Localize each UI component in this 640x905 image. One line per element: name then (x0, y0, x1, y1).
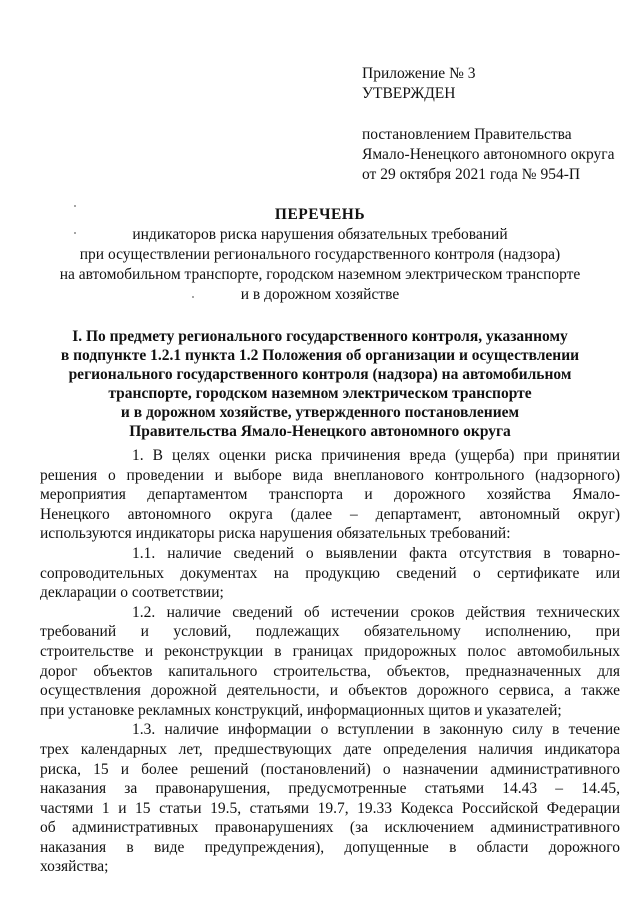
document-title (40, 205, 600, 305)
approved-date: от 29 октября 2021 года № 954-П (362, 166, 581, 183)
paragraph-line: дорог объектов капитального строительства, объектов, предназначенных для (40, 662, 620, 680)
title-line-1: индикаторов риска нарушения обязательных требований (132, 226, 508, 243)
title-line-4: и в дорожном хозяйстве (240, 286, 400, 303)
paragraph-1 (40, 446, 620, 544)
approval-stamp (362, 64, 614, 185)
scan-speck (74, 232, 76, 234)
section-heading (40, 327, 600, 441)
approved-by-region: Ямало-Ненецкого автономного округа (362, 146, 615, 163)
paragraph-line: об административных правонарушениях (за исключением административного (40, 819, 620, 837)
paragraph-1-2 (40, 603, 620, 721)
appendix-number: Приложение № 3 (362, 65, 476, 82)
title-line-2: при осуществлении регионального государственного контроля (надзора) (79, 246, 561, 263)
section-line-3: регионального государственного контроля (надзора) на автомобильном (68, 366, 572, 383)
paragraph-1-3 (40, 720, 620, 877)
approved-label: УТВЕРЖДЕН (362, 85, 456, 102)
paragraph-line: 1.2. наличие сведений об истечении сроков действия технических (132, 603, 620, 621)
paragraph-line: декларации о соответствии; (40, 584, 224, 602)
paragraph-line: наказания за правонарушения, предусмотренные статьями 14.43 – 14.45, (40, 780, 620, 798)
title-line-3: на автомобильном транспорте, городском наземном электрическом транспорте (59, 266, 581, 283)
paragraph-line: 1.1. наличие сведений о выявлении факта отсутствия в товарно- (132, 544, 620, 562)
title-heading: ПЕРЕЧЕНЬ (274, 206, 366, 223)
section-line-6: Правительства Ямало-Ненецкого автономного округа (129, 423, 511, 440)
paragraph-line: 1. В целях оценки риска причинения вреда (ущерба) при принятии (132, 447, 620, 464)
section-line-5: и в дорожном хозяйстве, утвержденного постановлением (120, 404, 520, 421)
paragraph-line: хозяйства; (40, 858, 109, 876)
paragraph-1-1 (40, 544, 620, 603)
section-line-4: транспорте, городском наземном электрическом транспорте (108, 385, 532, 402)
paragraph-line: мероприятия департаментом транспорта и дорожного хозяйства Ямало- (40, 486, 620, 504)
scan-speck (74, 205, 76, 207)
paragraph-line: сопроводительных документах на продукцию сведений о сертификате или (40, 564, 620, 582)
paragraph-line: строительстве и реконструкции в границах придорожных полос автомобильных (40, 642, 620, 660)
paragraph-line: осуществления дорожной деятельности, и объектов дорожного сервиса, а также (40, 682, 620, 700)
paragraph-line: трех календарных лет, предшествующих дате определения наличия индикатора (40, 740, 620, 758)
paragraph-line: решения о проведении и выборе вида внепланового контрольного (надзорного) (40, 466, 620, 484)
approved-by: постановлением Правительства (362, 126, 572, 143)
paragraph-line: при установке рекламных конструкций, информационных щитов и указателей; (40, 701, 562, 719)
scan-speck (192, 296, 194, 298)
paragraph-line: риска, 15 и более решений (постановлений) о назначении административного (40, 760, 620, 778)
paragraph-line: Ненецкого автономного округа (далее – департамент, автономный округ) (40, 505, 620, 523)
paragraph-line: используются индикаторы риска нарушения обязательных требований: (40, 525, 511, 543)
paragraph-line: наказания в виде предупреждения), допущенные в области дорожного (40, 838, 620, 856)
paragraph-line: требований и условий, подлежащих обязательному исполнению, при (40, 623, 620, 641)
section-line-1: I. По предмету регионального государственного контроля, указанному (72, 328, 568, 345)
document-body (40, 446, 620, 877)
section-line-2: в подпункте 1.2.1 пункта 1.2 Положения об организации и осуществлении (60, 347, 580, 364)
paragraph-line: частями 1 и 15 статьи 19.5, статьями 19.7, 19.33 Кодекса Российской Федерации (40, 799, 620, 817)
paragraph-line: 1.3. наличие информации о вступлении в законную силу в течение (132, 721, 620, 739)
